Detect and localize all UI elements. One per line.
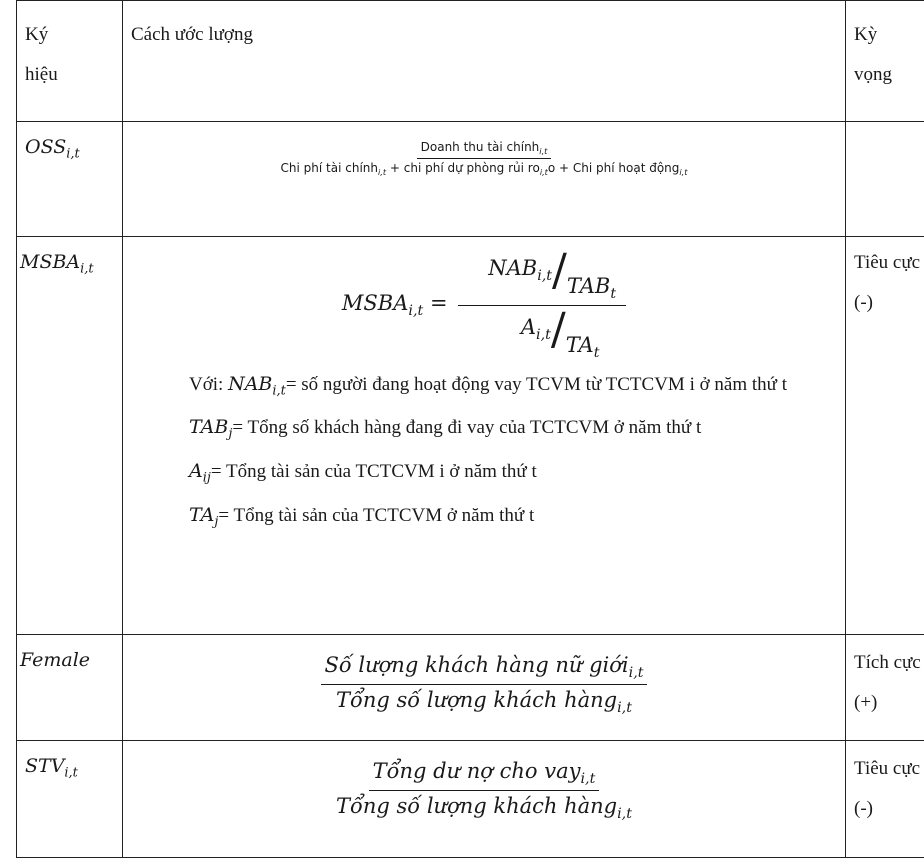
symbol-msba: $MSBA_{i,t}$ bbox=[17, 237, 123, 635]
fraction-denominator: Tổng số lượng khách hàng$_{i,t}$ bbox=[336, 793, 632, 822]
note-a: $A_{ij}=$ Tổng tài sản của TCTCVM i ở năm thứ t bbox=[189, 460, 537, 486]
formula-female bbox=[123, 635, 846, 741]
fraction-numerator: Doanh thu tài chính$_{i,t}$ bbox=[417, 140, 552, 159]
formula-oss bbox=[123, 122, 846, 237]
expect-msba: Tiêu cực (-) bbox=[846, 237, 924, 635]
variables-table bbox=[16, 0, 924, 858]
fraction-denominator: $A_{i,t}/TA_t$ bbox=[520, 303, 600, 361]
table-row-female bbox=[17, 635, 924, 741]
symbol-oss: $OSS_{i,t}$ bbox=[17, 122, 123, 237]
fraction-msba bbox=[458, 245, 626, 361]
fraction-female bbox=[321, 653, 648, 716]
note-ta: $TA_j=$ Tổng tài sản của TCTCVM ở năm thứ t bbox=[189, 503, 535, 530]
fraction-numerator: $NAB_{i,t}/TAB_t$ bbox=[458, 249, 626, 306]
formula-msba bbox=[123, 237, 846, 635]
expect-stv: Tiêu cực (-) bbox=[846, 741, 924, 858]
msba-equation: $MSBA_{i,t}$ = $\frac{NAB_{i,t}/TAB_t}{A_{i,t}/TA_t}$ bbox=[123, 237, 845, 361]
header-symbol: Ký hiệu bbox=[17, 1, 123, 122]
fraction-oss bbox=[277, 140, 692, 177]
expect-oss bbox=[846, 122, 924, 237]
symbol-female: Female bbox=[17, 635, 123, 741]
symbol-stv: $STV_{i,t}$ bbox=[17, 741, 123, 858]
header-row bbox=[17, 1, 924, 122]
fraction-denominator: Chi phí tài chính$_{i,t}$ + chi phí dự phòng rủi $ro_{i,t}o$ + Chi phí hoạt động$_{i,t}$ bbox=[280, 160, 688, 177]
header-expect: Kỳ vọng bbox=[846, 1, 924, 122]
note-tab: $TAB_j=$ Tổng số khách hàng đang đi vay của TCTCVM ở năm thứ t bbox=[189, 416, 702, 442]
table-row-msba bbox=[17, 237, 924, 635]
fraction-numerator: Tổng dư nợ cho vay$_{i,t}$ bbox=[369, 759, 600, 791]
expect-female: Tích cực (+) bbox=[846, 635, 924, 741]
fraction-denominator: Tổng số lượng khách hàng$_{i,t}$ bbox=[336, 687, 632, 716]
formula-stv bbox=[123, 741, 846, 858]
header-method: Cách ước lượng bbox=[123, 1, 846, 122]
table-row-stv bbox=[17, 741, 924, 858]
table-row-oss bbox=[17, 122, 924, 237]
fraction-numerator: Số lượng khách hàng nữ giới$_{i,t}$ bbox=[321, 653, 648, 685]
note-nab: Với: $NAB_{i,t}=$ số người đang hoạt động vay TCVM từ TCTCVM i ở năm thứ t bbox=[189, 372, 787, 399]
fraction-stv bbox=[332, 759, 636, 822]
msba-notes bbox=[123, 369, 845, 537]
